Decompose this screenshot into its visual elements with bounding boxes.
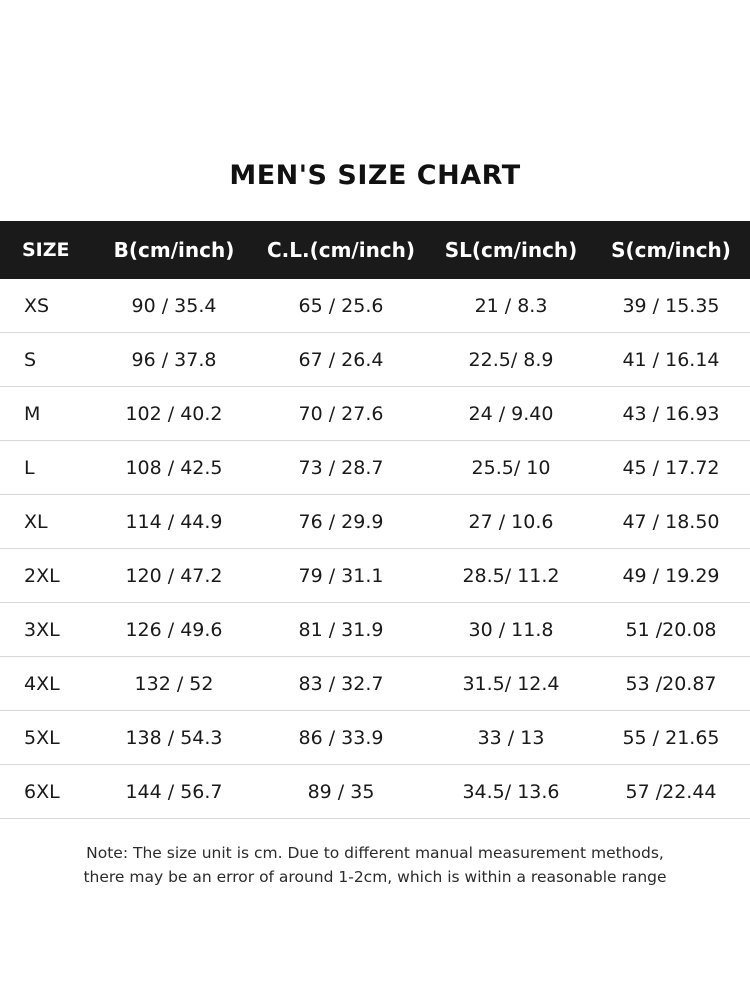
table-row: [0, 495, 750, 549]
cell-bust: 120 / 47.2: [96, 549, 252, 603]
cell-sleeve-length: 33 / 13: [430, 711, 592, 765]
page-title: MEN'S SIZE CHART: [229, 160, 521, 191]
cell-clothes-length: 89 / 35: [252, 765, 430, 819]
cell-bust: 126 / 49.6: [96, 603, 252, 657]
note-line-1: Note: The size unit is cm. Due to different manual measurement methods,: [86, 844, 664, 862]
cell-clothes-length: 65 / 25.6: [252, 279, 430, 333]
cell-sleeve-length: 30 / 11.8: [430, 603, 592, 657]
cell-size: M: [0, 387, 96, 441]
cell-sleeve-length: 27 / 10.6: [430, 495, 592, 549]
table-row: [0, 549, 750, 603]
cell-size: 5XL: [0, 711, 96, 765]
cell-clothes-length: 79 / 31.1: [252, 549, 430, 603]
cell-shoulder: 45 / 17.72: [592, 441, 750, 495]
column-header-shoulder: S(cm/inch): [611, 238, 731, 262]
cell-sleeve-length: 21 / 8.3: [430, 279, 592, 333]
cell-bust: 138 / 54.3: [96, 711, 252, 765]
cell-sleeve-length: 34.5/ 13.6: [430, 765, 592, 819]
table-body: [0, 279, 750, 819]
size-table-container: [0, 221, 750, 819]
cell-shoulder: 55 / 21.65: [592, 711, 750, 765]
table-row: [0, 441, 750, 495]
cell-size: 4XL: [0, 657, 96, 711]
cell-bust: 108 / 42.5: [96, 441, 252, 495]
cell-sleeve-length: 25.5/ 10: [430, 441, 592, 495]
cell-shoulder: 53 /20.87: [592, 657, 750, 711]
cell-bust: 144 / 56.7: [96, 765, 252, 819]
table-row: [0, 603, 750, 657]
column-header-size: SIZE: [22, 239, 70, 261]
table-header: [0, 221, 750, 279]
cell-clothes-length: 76 / 29.9: [252, 495, 430, 549]
cell-sleeve-length: 31.5/ 12.4: [430, 657, 592, 711]
cell-clothes-length: 81 / 31.9: [252, 603, 430, 657]
cell-size: 2XL: [0, 549, 96, 603]
cell-shoulder: 47 / 18.50: [592, 495, 750, 549]
column-header-bust: B(cm/inch): [113, 238, 235, 262]
cell-bust: 96 / 37.8: [96, 333, 252, 387]
note-line-2: there may be an error of around 1-2cm, which is within a reasonable range: [83, 868, 667, 887]
cell-size: XS: [0, 279, 96, 333]
measurement-note: [55, 841, 695, 889]
table-row: [0, 765, 750, 819]
table-row: [0, 711, 750, 765]
cell-shoulder: 43 / 16.93: [592, 387, 750, 441]
column-header-sleeve-length: SL(cm/inch): [444, 238, 578, 262]
cell-clothes-length: 86 / 33.9: [252, 711, 430, 765]
cell-bust: 90 / 35.4: [96, 279, 252, 333]
cell-sleeve-length: 28.5/ 11.2: [430, 549, 592, 603]
cell-clothes-length: 73 / 28.7: [252, 441, 430, 495]
table-row: [0, 333, 750, 387]
cell-clothes-length: 83 / 32.7: [252, 657, 430, 711]
cell-shoulder: 57 /22.44: [592, 765, 750, 819]
cell-shoulder: 51 /20.08: [592, 603, 750, 657]
cell-size: 6XL: [0, 765, 96, 819]
table-row: [0, 657, 750, 711]
cell-size: XL: [0, 495, 96, 549]
cell-clothes-length: 70 / 27.6: [252, 387, 430, 441]
cell-size: L: [0, 441, 96, 495]
cell-sleeve-length: 22.5/ 8.9: [430, 333, 592, 387]
table-header-row: [0, 221, 750, 279]
cell-clothes-length: 67 / 26.4: [252, 333, 430, 387]
table-row: [0, 279, 750, 333]
cell-bust: 114 / 44.9: [96, 495, 252, 549]
cell-bust: 102 / 40.2: [96, 387, 252, 441]
cell-bust: 132 / 52: [96, 657, 252, 711]
size-table: [0, 221, 750, 819]
cell-size: 3XL: [0, 603, 96, 657]
cell-shoulder: 41 / 16.14: [592, 333, 750, 387]
table-row: [0, 387, 750, 441]
column-header-clothes-length: C.L.(cm/inch): [266, 238, 416, 262]
cell-shoulder: 39 / 15.35: [592, 279, 750, 333]
cell-shoulder: 49 / 19.29: [592, 549, 750, 603]
cell-size: S: [0, 333, 96, 387]
cell-sleeve-length: 24 / 9.40: [430, 387, 592, 441]
